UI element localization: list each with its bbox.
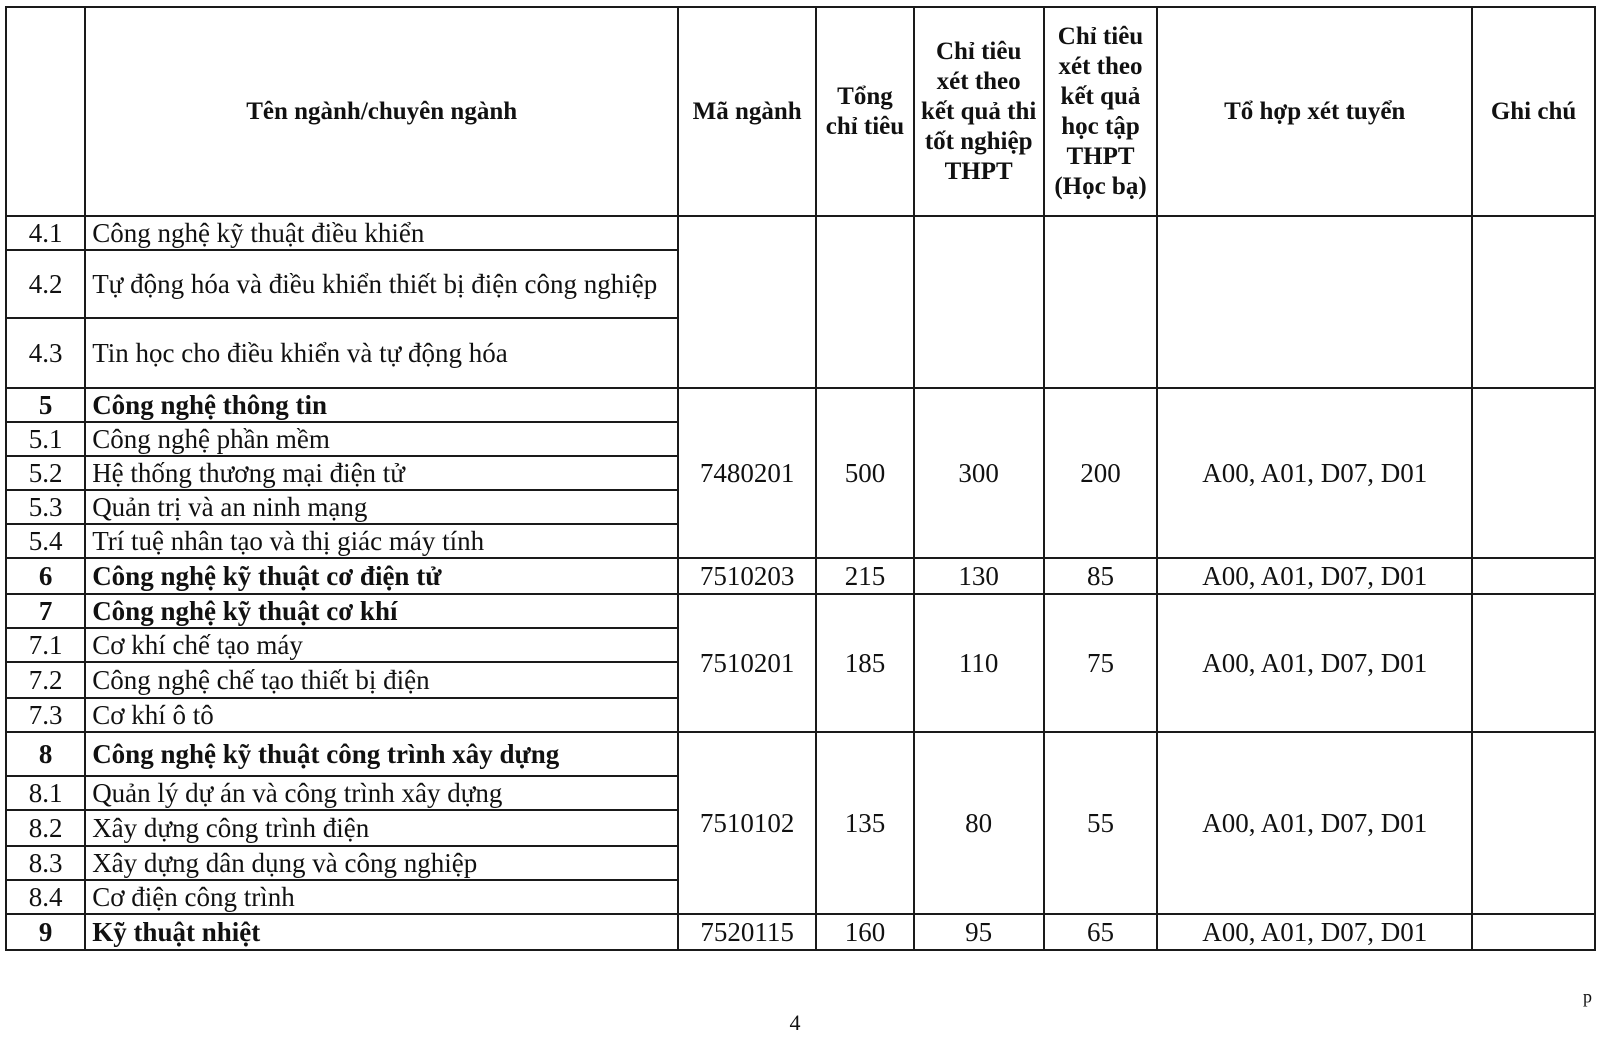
major-name: Công nghệ kỹ thuật công trình xây dựng bbox=[85, 732, 678, 776]
page-number: 4 bbox=[789, 1010, 801, 1035]
row-name: Công nghệ kỹ thuật điều khiển bbox=[85, 216, 678, 250]
header-quota-transcript: Chỉ tiêu xét theo kết quả học tập THPT (Học bạ) bbox=[1044, 7, 1158, 216]
code-cell: 7510203 bbox=[678, 558, 816, 594]
quota-exam-cell: 110 bbox=[914, 594, 1044, 732]
total-cell bbox=[816, 216, 913, 388]
code-cell: 7520115 bbox=[678, 914, 816, 950]
row-name: Quản lý dự án và công trình xây dựng bbox=[85, 776, 678, 810]
combination-cell bbox=[1157, 216, 1472, 388]
row-stt: 4.2 bbox=[6, 250, 85, 318]
row-name: Công nghệ phần mềm bbox=[85, 422, 678, 456]
total-cell: 135 bbox=[816, 732, 913, 914]
corner-mark: ᵖ bbox=[1582, 985, 1592, 1018]
quota-exam-cell: 130 bbox=[914, 558, 1044, 594]
combination-cell: A00, A01, D07, D01 bbox=[1157, 732, 1472, 914]
quota-transcript-cell: 75 bbox=[1044, 594, 1158, 732]
table-row bbox=[6, 558, 1595, 594]
header-combination: Tổ hợp xét tuyển bbox=[1157, 7, 1472, 216]
total-cell: 215 bbox=[816, 558, 913, 594]
code-cell bbox=[678, 216, 816, 388]
total-cell: 185 bbox=[816, 594, 913, 732]
row-name: Công nghệ chế tạo thiết bị điện bbox=[85, 662, 678, 698]
row-name: Trí tuệ nhân tạo và thị giác máy tính bbox=[85, 524, 678, 558]
row-stt: 8.1 bbox=[6, 776, 85, 810]
row-stt: 7.1 bbox=[6, 628, 85, 662]
row-name: Hệ thống thương mại điện tử bbox=[85, 456, 678, 490]
quota-transcript-cell: 55 bbox=[1044, 732, 1158, 914]
row-stt: 8.2 bbox=[6, 810, 85, 846]
row-name: Quản trị và an ninh mạng bbox=[85, 490, 678, 524]
row-stt: 7.2 bbox=[6, 662, 85, 698]
header-name: Tên ngành/chuyên ngành bbox=[85, 7, 678, 216]
combination-cell: A00, A01, D07, D01 bbox=[1157, 594, 1472, 732]
row-stt: 8.4 bbox=[6, 880, 85, 914]
major-name: Công nghệ kỹ thuật cơ điện tử bbox=[85, 558, 678, 594]
header-code: Mã ngành bbox=[678, 7, 816, 216]
quota-transcript-cell: 200 bbox=[1044, 388, 1158, 558]
header-quota-exam: Chỉ tiêu xét theo kết quả thi tốt nghiệp THPT bbox=[914, 7, 1044, 216]
major-stt: 9 bbox=[6, 914, 85, 950]
row-stt: 5.2 bbox=[6, 456, 85, 490]
combination-cell: A00, A01, D07, D01 bbox=[1157, 388, 1472, 558]
major-stt: 7 bbox=[6, 594, 85, 628]
table-row bbox=[6, 914, 1595, 950]
row-name: Xây dựng công trình điện bbox=[85, 810, 678, 846]
quota-exam-cell bbox=[914, 216, 1044, 388]
major-name: Công nghệ thông tin bbox=[85, 388, 678, 422]
row-stt: 5.1 bbox=[6, 422, 85, 456]
row-stt: 5.4 bbox=[6, 524, 85, 558]
major-stt: 5 bbox=[6, 388, 85, 422]
total-cell: 500 bbox=[816, 388, 913, 558]
table-row bbox=[6, 732, 1595, 776]
quota-exam-cell: 300 bbox=[914, 388, 1044, 558]
note-cell bbox=[1472, 594, 1595, 732]
major-name: Công nghệ kỹ thuật cơ khí bbox=[85, 594, 678, 628]
row-name: Cơ điện công trình bbox=[85, 880, 678, 914]
row-stt: 4.1 bbox=[6, 216, 85, 250]
code-cell: 7480201 bbox=[678, 388, 816, 558]
row-name: Tin học cho điều khiển và tự động hóa bbox=[85, 318, 678, 388]
quota-transcript-cell bbox=[1044, 216, 1158, 388]
code-cell: 7510201 bbox=[678, 594, 816, 732]
note-cell bbox=[1472, 216, 1595, 388]
table-row bbox=[6, 216, 1595, 250]
header-row bbox=[6, 7, 1595, 216]
quota-transcript-cell: 85 bbox=[1044, 558, 1158, 594]
quota-exam-cell: 80 bbox=[914, 732, 1044, 914]
admissions-quota-table bbox=[5, 6, 1596, 951]
major-name: Kỹ thuật nhiệt bbox=[85, 914, 678, 950]
row-name: Tự động hóa và điều khiển thiết bị điện công nghiệp bbox=[85, 250, 678, 318]
major-stt: 6 bbox=[6, 558, 85, 594]
combination-cell: A00, A01, D07, D01 bbox=[1157, 914, 1472, 950]
row-stt: 7.3 bbox=[6, 698, 85, 732]
quota-exam-cell: 95 bbox=[914, 914, 1044, 950]
table-row bbox=[6, 388, 1595, 422]
header-stt bbox=[6, 7, 85, 216]
row-stt: 8.3 bbox=[6, 846, 85, 880]
quota-transcript-cell: 65 bbox=[1044, 914, 1158, 950]
total-cell: 160 bbox=[816, 914, 913, 950]
major-stt: 8 bbox=[6, 732, 85, 776]
row-name: Xây dựng dân dụng và công nghiệp bbox=[85, 846, 678, 880]
header-total: Tổng chỉ tiêu bbox=[816, 7, 913, 216]
note-cell bbox=[1472, 914, 1595, 950]
header-note: Ghi chú bbox=[1472, 7, 1595, 216]
row-stt: 4.3 bbox=[6, 318, 85, 388]
table-row bbox=[6, 594, 1595, 628]
code-cell: 7510102 bbox=[678, 732, 816, 914]
combination-cell: A00, A01, D07, D01 bbox=[1157, 558, 1472, 594]
row-name: Cơ khí chế tạo máy bbox=[85, 628, 678, 662]
note-cell bbox=[1472, 558, 1595, 594]
row-stt: 5.3 bbox=[6, 490, 85, 524]
note-cell bbox=[1472, 732, 1595, 914]
row-name: Cơ khí ô tô bbox=[85, 698, 678, 732]
note-cell bbox=[1472, 388, 1595, 558]
